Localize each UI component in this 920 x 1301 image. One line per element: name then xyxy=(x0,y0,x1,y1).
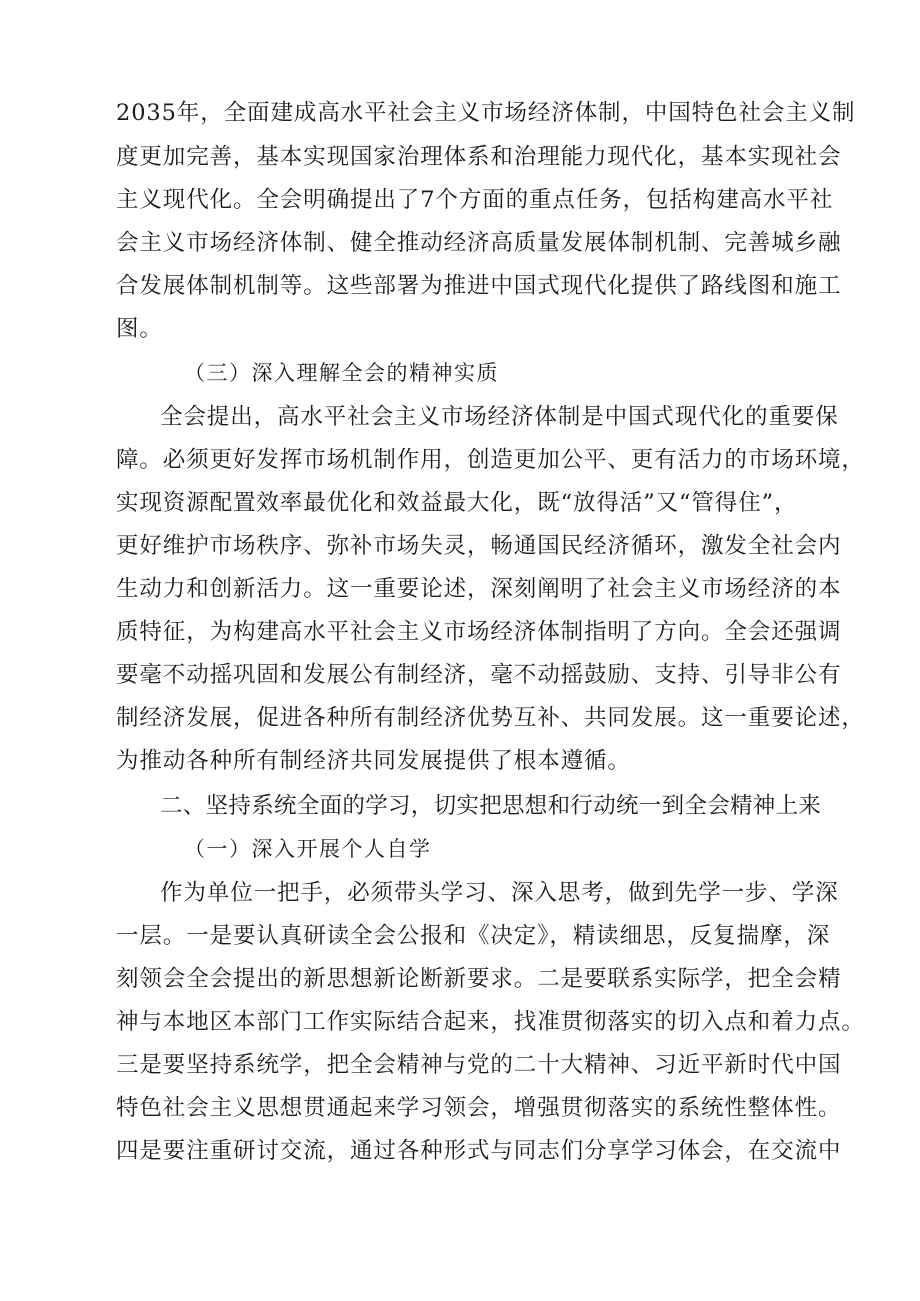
paragraph-line: 制经济发展，促进各种所有制经济优势互补、共同发展。这一重要论述， xyxy=(116,705,865,731)
paragraph-line: 为推动各种所有制经济共同发展提供了根本遵循。 xyxy=(116,748,631,774)
paragraph-line: 主义现代化。全会明确提出了7个方面的重点任务，包括构建高水平社 xyxy=(116,187,834,213)
subsection-heading: （三）深入理解全会的精神实质 xyxy=(184,361,499,385)
paragraph-line: 2035年，全面建成高水平社会主义市场经济体制，中国特色社会主义制 xyxy=(116,100,856,126)
paragraph-line: 全会提出，高水平社会主义市场经济体制是中国式现代化的重要保 xyxy=(160,404,839,430)
paragraph-line: 神与本地区本部门工作实际结合起来，找准贯彻落实的切入点和着力点。 xyxy=(116,1009,865,1035)
paragraph-line: 刻领会全会提出的新思想新论断新要求。二是要联系实际学，把全会精 xyxy=(116,966,842,992)
paragraph-line: 一层。一是要认真研读全会公报和《决定》，精读细思，反复揣摩，深 xyxy=(116,923,831,949)
paragraph-line: 图。 xyxy=(116,316,163,342)
paragraph-line: 质特征，为构建高水平社会主义市场经济体制指明了方向。全会还强调 xyxy=(116,619,842,645)
paragraph-line: 会主义市场经济体制、健全推动经济高质量发展体制机制、完善城乡融 xyxy=(116,230,842,256)
subsection-heading: （一）深入开展个人自学 xyxy=(184,837,432,861)
paragraph-line: 更好维护市场秩序、弥补市场失灵，畅通国民经济循环，激发全社会内 xyxy=(116,533,842,559)
paragraph-line: 特色社会主义思想贯通起来学习领会，增强贯彻落实的系统性整体性。 xyxy=(116,1095,842,1121)
paragraph-line: 要毫不动摇巩固和发展公有制经济，毫不动摇鼓励、支持、引导非公有 xyxy=(116,662,842,688)
section-heading: 二、坚持系统全面的学习，切实把思想和行动统一到全会精神上来 xyxy=(160,793,822,819)
paragraph-line: 四是要注重研讨交流，通过各种形式与同志们分享学习体会，在交流中 xyxy=(116,1138,842,1164)
paragraph-line: 生动力和创新活力。这一重要论述，深刻阐明了社会主义市场经济的本 xyxy=(116,576,842,602)
paragraph-line: 作为单位一把手，必须带头学习、深入思考，做到先学一步、学深 xyxy=(160,880,839,906)
paragraph-line: 实现资源配置效率最优化和效益最大化，既“放得活”又“管得住”， xyxy=(116,490,798,516)
paragraph-line: 合发展体制机制等。这些部署为推进中国式现代化提供了路线图和施工 xyxy=(116,273,842,299)
paragraph-line: 三是要坚持系统学，把全会精神与党的二十大精神、习近平新时代中国 xyxy=(116,1052,842,1078)
paragraph-line: 障。必须更好发挥市场机制作用，创造更加公平、更有活力的市场环境， xyxy=(116,447,865,473)
paragraph-line: 度更加完善，基本实现国家治理体系和治理能力现代化，基本实现社会 xyxy=(116,144,842,170)
